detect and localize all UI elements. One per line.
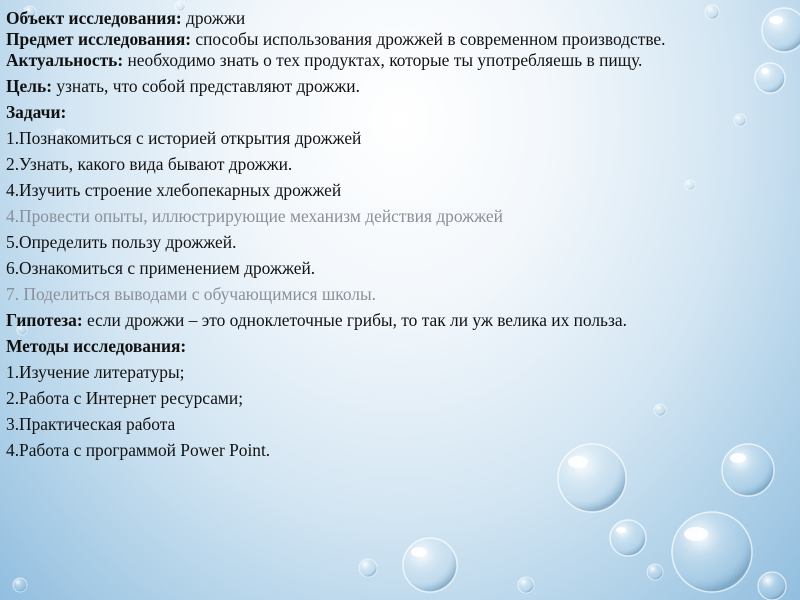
hypothesis-text: если дрожжи – это одноклеточные грибы, то так ли уж велика их польза.: [82, 310, 627, 330]
relevance-label: Актуальность:: [6, 50, 124, 70]
research-subject-text: способы использования дрожжей в современном производстве.: [191, 29, 666, 49]
task-item: 6.Ознакомиться с применением дрожжей.: [6, 258, 316, 278]
task-item: 1.Познакомиться с историей открытия дрожжей: [6, 128, 362, 148]
method-item: 4.Работа с программой Power Point.: [6, 440, 271, 460]
task-item: 4.Изучить строение хлебопекарных дрожжей: [6, 180, 342, 200]
relevance-text: необходимо знать о тех продуктах, которые ты употребляешь в пищу.: [123, 50, 643, 70]
method-item: 2.Работа с Интернет ресурсами;: [6, 388, 244, 408]
relevance: [6, 50, 776, 71]
goal: [6, 76, 776, 97]
goal-text: узнать, что собой представляют дрожжи.: [52, 76, 360, 96]
task-item: 5.Определить пользу дрожжей.: [6, 232, 237, 252]
hypothesis: [6, 310, 776, 331]
research-object-text: дрожжи: [181, 8, 246, 28]
research-object-label: Объект исследования:: [6, 8, 182, 28]
task-item: 4.Провести опыты, иллюстрирующие механизм действия дрожжей: [6, 206, 503, 226]
methods-heading: Методы исследования:: [6, 336, 187, 356]
method-item: 3.Практическая работа: [6, 414, 176, 434]
slide-text: [6, 8, 776, 461]
research-object: [6, 8, 776, 29]
tasks-heading: Задачи:: [6, 102, 67, 122]
task-item: 7. Поделиться выводами с обучающимися школы.: [6, 284, 377, 304]
task-item: 2.Узнать, какого вида бывают дрожжи.: [6, 154, 293, 174]
research-subject: [6, 29, 776, 50]
research-subject-label: Предмет исследования:: [6, 29, 192, 49]
method-item: 1.Изучение литературы;: [6, 362, 185, 382]
hypothesis-label: Гипотеза:: [6, 310, 83, 330]
goal-label: Цель:: [6, 76, 52, 96]
